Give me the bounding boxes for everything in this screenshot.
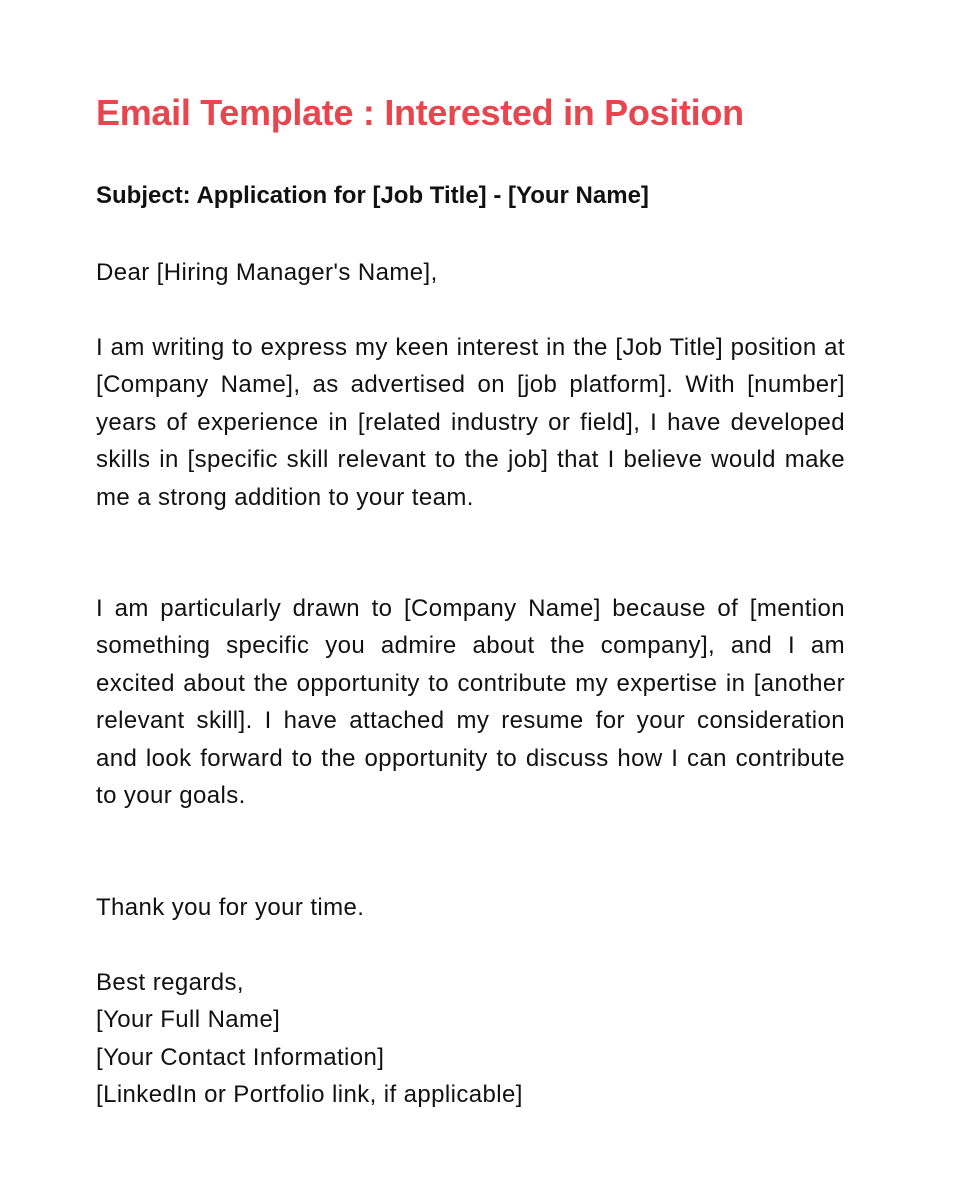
signature-link: [LinkedIn or Portfolio link, if applicable] (96, 1081, 523, 1109)
email-paragraph-2: I am particularly drawn to [Company Name] because of [mention something specific you admire about the company], and I am excited about the opportunity to contribute my expertise in [another relevant skill]. I have attached my resume for your consideration and look forward to the opportunity to discuss how I can contribute to your goals. (96, 595, 845, 810)
email-signature (96, 964, 523, 1114)
email-paragraph-1: I am writing to express my keen interest in the [Job Title] position at [Company Name], as advertised on [job platform]. With [number] years of experience in [related industry or field], I have developed skills in [specific skill relevant to the job] that I believe would make me a strong addition to your team. (96, 334, 845, 511)
email-subject-line: Subject: Application for [Job Title] - [Your Name] (96, 182, 649, 209)
email-thanks: Thank you for your time. (96, 894, 365, 921)
signature-contact: [Your Contact Information] (96, 1043, 385, 1071)
signature-name: [Your Full Name] (96, 1006, 281, 1034)
page-title: Email Template : Interested in Position (96, 92, 744, 133)
signature-closing: Best regards, (96, 969, 244, 996)
email-greeting: Dear [Hiring Manager's Name], (96, 259, 438, 286)
